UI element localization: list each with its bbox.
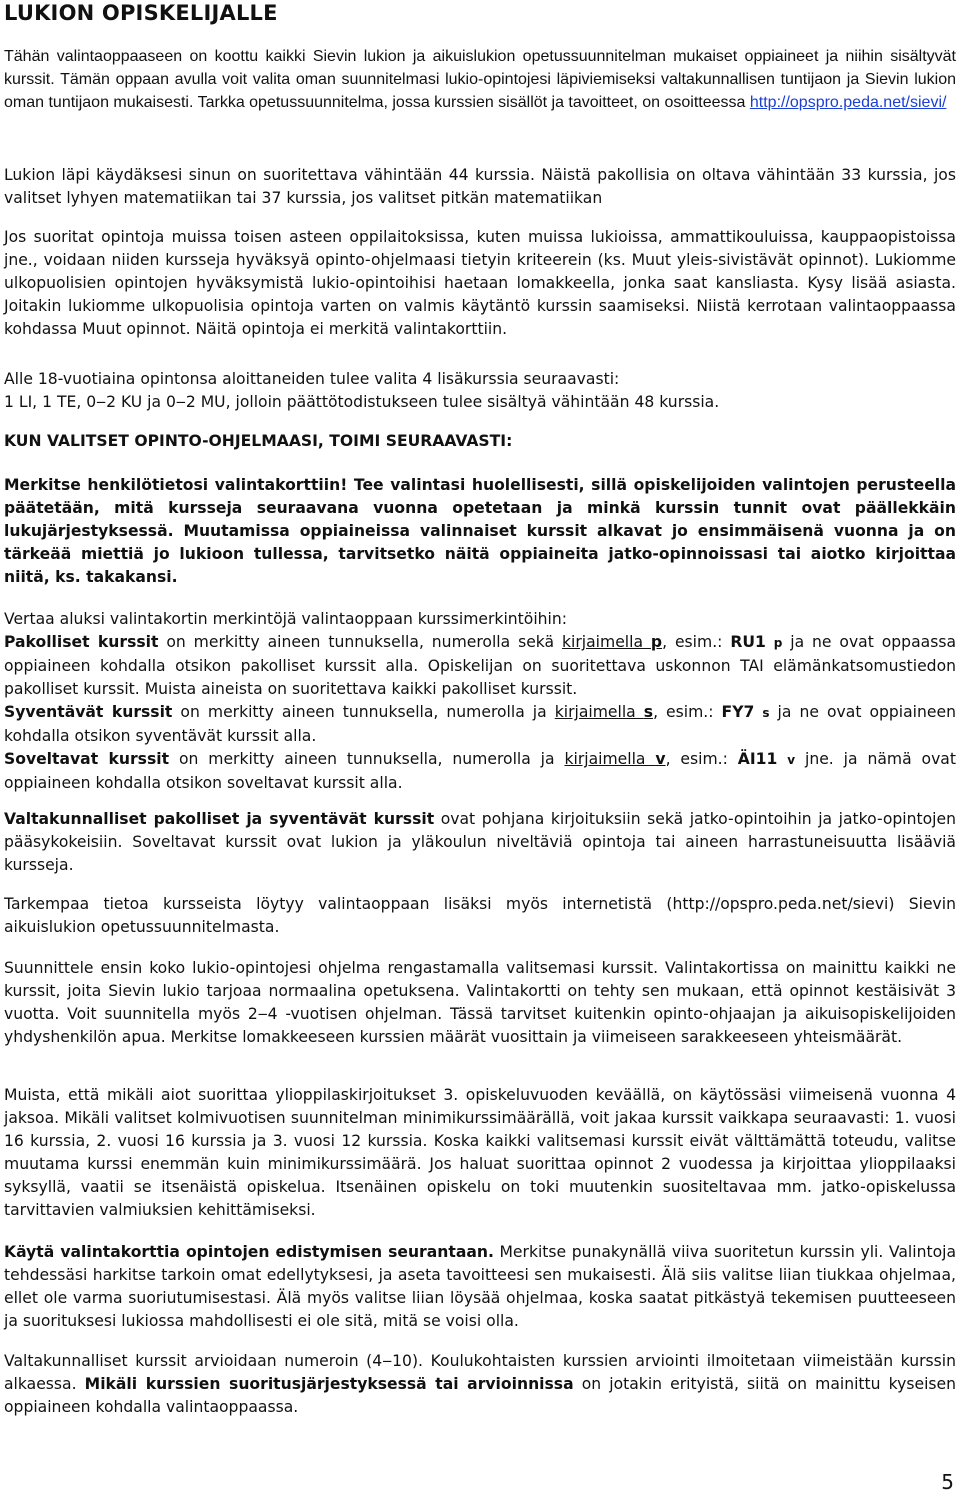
minimum-lead: Lukion läpi käydäksesi sinun on suoritettava vähintään 44 kurssia. bbox=[4, 166, 535, 184]
mandatory-example-letter: p bbox=[773, 636, 783, 650]
applied-text1: on merkitty aineen tunnuksella, numerolla ja bbox=[169, 750, 565, 768]
under18-paragraph bbox=[4, 368, 956, 414]
applied-text3: jne. ja nämä ovat oppiaineen kohdalla otsikon soveltavat kurssit alla. bbox=[4, 750, 956, 792]
tracking-text: Merkitse punakynällä viiva suoritetun kurssin yli. Valintoja tehdessäsi harkitse tarkoin omat edellytyksesi, ja aseta tavoitteesi sen mukaisesti. Älä siis valitse liian tiukkaa ohjelmaa, ellet ole varma suoriutumisestasi. Älä myös valitse liian löysää ohjelmaa, koska saatat pitkästyä tekemisen puutteeseen ja suorituksesi lukiossa mahdollisesti ei ole sitä, mitä se voisi olla. bbox=[4, 1243, 956, 1330]
advanced-text3: ja ne ovat oppiaineen kohdalla otsikon syventävät kurssit alla. bbox=[4, 703, 956, 745]
mandatory-text2: , esim.: bbox=[662, 633, 731, 651]
applied-text2: , esim.: bbox=[665, 750, 738, 768]
minimum-courses-paragraph bbox=[4, 164, 956, 210]
mandatory-u: kirjaimella bbox=[562, 633, 651, 651]
applied-letter: v bbox=[655, 750, 666, 768]
under18-line2: 1 LI, 1 TE, 0‒2 KU ja 0‒2 MU, jolloin päättötodistukseen tulee sisältyä vähintään 48 kurssia. bbox=[4, 393, 720, 411]
intro-paragraph bbox=[4, 45, 956, 114]
grading-c: on jotakin erityistä, siitä on mainittu kyseisen oppiaineen kohdalla valintaoppaassa. bbox=[4, 1375, 957, 1416]
applied-example-letter: v bbox=[787, 753, 796, 767]
section-heading: KUN VALITSET OPINTO-OHJELMAASI, TOIMI SEURAAVASTI: bbox=[4, 432, 513, 450]
instructions-c: Muutamissa oppiaineissa valinnaiset kurssit alkavat jo ensimmäisenä vuonna ja on tärkeää miettiä jo lukioon tullessa, tarvitsetko näitä oppiaineita jatko-opinnoissasi tai aiotko kirjoittaa niitä, ks. takakansi. bbox=[4, 522, 956, 586]
instructions-b: Tee valintasi huolellisesti, sillä opiskelijoiden valintojen perusteella päätetään, mitä kursseja seuraavana vuonna opetetaan ja minkä kurssin tunnit ovat päällekkäin lukujärjestyksessä. bbox=[4, 476, 957, 540]
tracking-lead: Käytä valintakorttia opintojen edistymisen seurantaan. bbox=[4, 1243, 494, 1261]
grading-a: Valtakunnalliset kurssit arvioidaan numeroin (4‒10). Koulukohtaisten kurssien arviointi ilmoitetaan viimeistään kurssin alkaessa. bbox=[4, 1352, 956, 1393]
intro-text: Tähän valintaoppaaseen on koottu kaikki Sievin lukion ja aikuislukion opetussuunnitelman mukaiset oppiaineet ja niihin sisältyvät kurssit. Tämän oppaan avulla voit valita oman suunnitelmasi lukio-opintojesi läpiviemiseksi valtakunnallisen tuntijaon ja Sievin lukion oman tuntijaon mukaisesti. Tarkka opetussuunnitelma, jossa kurssien sisällöt ja tavoitteet, on osoitteessa bbox=[4, 48, 956, 111]
grading-b: Mikäli kurssien suoritusjärjestyksessä tai arvioinnissa bbox=[84, 1375, 574, 1393]
mandatory-label: Pakolliset kurssit bbox=[4, 633, 159, 651]
ops-link[interactable]: http://opspro.peda.net/sievi/ bbox=[749, 94, 947, 111]
applied-u: kirjaimella bbox=[564, 750, 656, 768]
advanced-example: FY7 bbox=[721, 703, 755, 721]
grading-paragraph bbox=[4, 1350, 956, 1419]
national-text: ovat pohjana kirjoituksiin sekä jatko-opintoihin ja jatko-opintojen pääsykokeisiin. Soveltavat kurssit ovat lukion ja yläkoulun niveltäviä opintoja tai aineen harrastuneisuutta lisääviä kursseja. bbox=[4, 810, 956, 874]
mandatory-text3: ja ne ovat oppaassa oppiaineen kohdalla otsikon pakolliset kurssit alla. Opiskelijan on suoritettava uskonnon TAI elämänkatsomustiedon pakolliset kurssit. Muista aineista on suoritettava kaikki pakolliset kurssit. bbox=[4, 633, 956, 698]
advanced-letter: s bbox=[643, 703, 654, 721]
more-info-paragraph: Tarkempaa tietoa kursseista löytyy valintaoppaan lisäksi myös internetistä (http://opspro.peda.net/sievi) Sievin aikuislukion opetussuunnitelmasta. bbox=[4, 895, 956, 936]
national-courses-paragraph bbox=[4, 808, 956, 877]
advanced-example-letter: s bbox=[762, 706, 770, 720]
instructions-paragraph bbox=[4, 474, 956, 589]
national-lead: Valtakunnalliset pakolliset ja syventävät kurssit bbox=[4, 810, 435, 828]
exams-paragraph: Muista, että mikäli aiot suorittaa ylioppilaskirjoitukset 3. opiskeluvuoden keväällä, on käytössäsi viimeisenä vuonna 4 jaksoa. Mikäli valitset kolmivuotisen suunnitelman minimikurssimäärällä, voit jakaa kurssit vaikkapa seuraavasti: 1. vuosi 16 kurssia, 2. vuosi 16 kurssia ja 3. vuosi 12 kurssia. Koska kaikki valitsemasi kurssit eivät välttämättä toteudu, valitse muutama kurssi enemmän kuin minimikurssimäärä. Jos haluat suorittaa opinnot 2 vuodessa ja kirjoittaa ylioppilaaksi syksyllä, vaatii se itsenäistä opiskelua. Itsenäinen opiskelu on toki muutenkin suositeltavaa mm. jatko-opiskelussa tarvittavien valmiuksien kehittämiseksi. bbox=[4, 1086, 956, 1219]
advanced-text1: on merkitty aineen tunnuksella, numerolla ja bbox=[172, 703, 555, 721]
advanced-u: kirjaimella bbox=[554, 703, 644, 721]
compare-paragraph bbox=[4, 608, 956, 795]
under18-line1: Alle 18-vuotiaina opintonsa aloittaneiden tulee valita 4 lisäkurssia seuraavasti: bbox=[4, 370, 620, 388]
tracking-paragraph bbox=[4, 1241, 956, 1333]
minimum-detail: Näistä pakollisia on oltava vähintään 33 kurssia, jos valitset lyhyen matematiikan tai 37 kurssia, jos valitset pitkän matematiikan bbox=[4, 166, 956, 207]
mandatory-letter: p bbox=[650, 633, 663, 651]
page-title: LUKION OPISKELIJALLE bbox=[4, 1, 278, 25]
advanced-label: Syventävät kurssit bbox=[4, 703, 173, 721]
mandatory-example: RU1 bbox=[730, 633, 766, 651]
mandatory-text1: on merkitty aineen tunnuksella, numerolla sekä bbox=[158, 633, 563, 651]
plan-paragraph: Suunnittele ensin koko lukio-opintojesi ohjelma rengastamalla valitsemasi kurssit. Valintakortissa on mainittu kaikki ne kurssit, joita Sievin lukio tarjoaa normaalina opetuksena. Valintakortti on tehty sen mukaan, että opinnot kestäisivät 3 vuotta. Voit suunnitella myös 2‒4 -vuotisen ohjelman. Tässä tarvitset kuitenkin opinto-ohjaajan ja aikuisopiskelijoiden yhdyshenkilön apua. Merkitse lomakkeeseen kurssien määrät vuosittain ja viimeiseen sarakkeeseen yhteismäärät. bbox=[4, 959, 956, 1046]
advanced-text2: , esim.: bbox=[653, 703, 722, 721]
instructions-a: Merkitse henkilötietosi valintakorttiin! bbox=[4, 476, 348, 494]
applied-example: ÄI11 bbox=[737, 750, 778, 768]
other-schools-paragraph: Jos suoritat opintoja muissa toisen asteen oppilaitoksissa, kuten muissa lukioissa, ammattikouluissa, kauppaopistoissa jne., voidaan niiden kursseja hyväksyä opinto-ohjelmaasi tietyin kriteerein (ks. Muut yleis-sivistävät opinnot). Lukiomme ulkopuolisien opintojen hyväksymistä lukio-opintoihisi haetaan lomakkeella, jonka saat kansliasta. Kysy lisää asiasta. Joitakin lukiomme ulkopuolisia opintoja varten on valmis käytäntö kurssin saamiseksi. Niistä kerrotaan valintaoppaassa kohdassa Muut opinnot. Näitä opintoja ei merkitä valintakorttiin. bbox=[4, 228, 956, 338]
page-number: 5 bbox=[941, 1470, 954, 1494]
applied-label: Soveltavat kurssit bbox=[4, 750, 170, 768]
compare-intro: Vertaa aluksi valintakortin merkintöjä valintaoppaan kurssimerkintöihin: bbox=[4, 610, 568, 628]
